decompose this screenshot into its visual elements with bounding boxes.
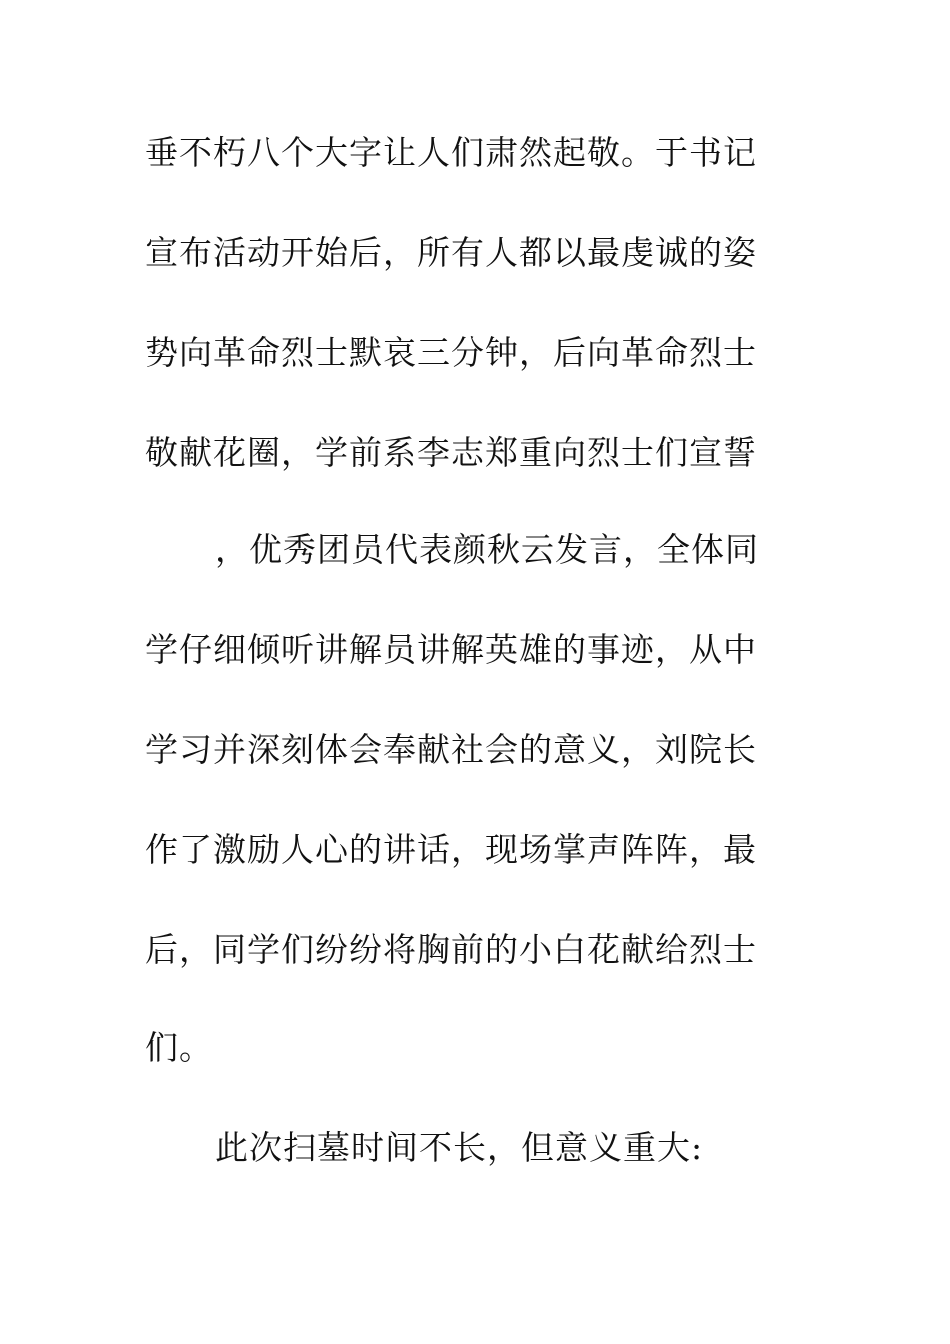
text-line-8: 作了激励人心的讲话，现场掌声阵阵，最 bbox=[145, 830, 757, 869]
text-line-1: 垂不朽八个大字让人们肃然起敬。于书记 bbox=[145, 133, 757, 172]
text-line-4: 敬献花圈，学前系李志郑重向烈士们宣誓 bbox=[145, 433, 757, 472]
text-line-2: 宣布活动开始后，所有人都以最虔诚的姿 bbox=[145, 233, 757, 272]
text-line-9: 后，同学们纷纷将胸前的小白花献给烈士 bbox=[145, 930, 757, 969]
text-line-7: 学习并深刻体会奉献社会的意义，刘院长 bbox=[145, 730, 757, 769]
text-line-6: 学仔细倾听讲解员讲解英雄的事迹，从中 bbox=[145, 630, 757, 669]
text-line-5: ，优秀团员代表颜秋云发言，全体同 bbox=[215, 530, 759, 569]
text-line-11: 此次扫墓时间不长，但意义重大: bbox=[215, 1128, 704, 1167]
text-line-10: 们。 bbox=[145, 1028, 213, 1067]
text-line-3: 势向革命烈士默哀三分钟，后向革命烈士 bbox=[145, 333, 757, 372]
